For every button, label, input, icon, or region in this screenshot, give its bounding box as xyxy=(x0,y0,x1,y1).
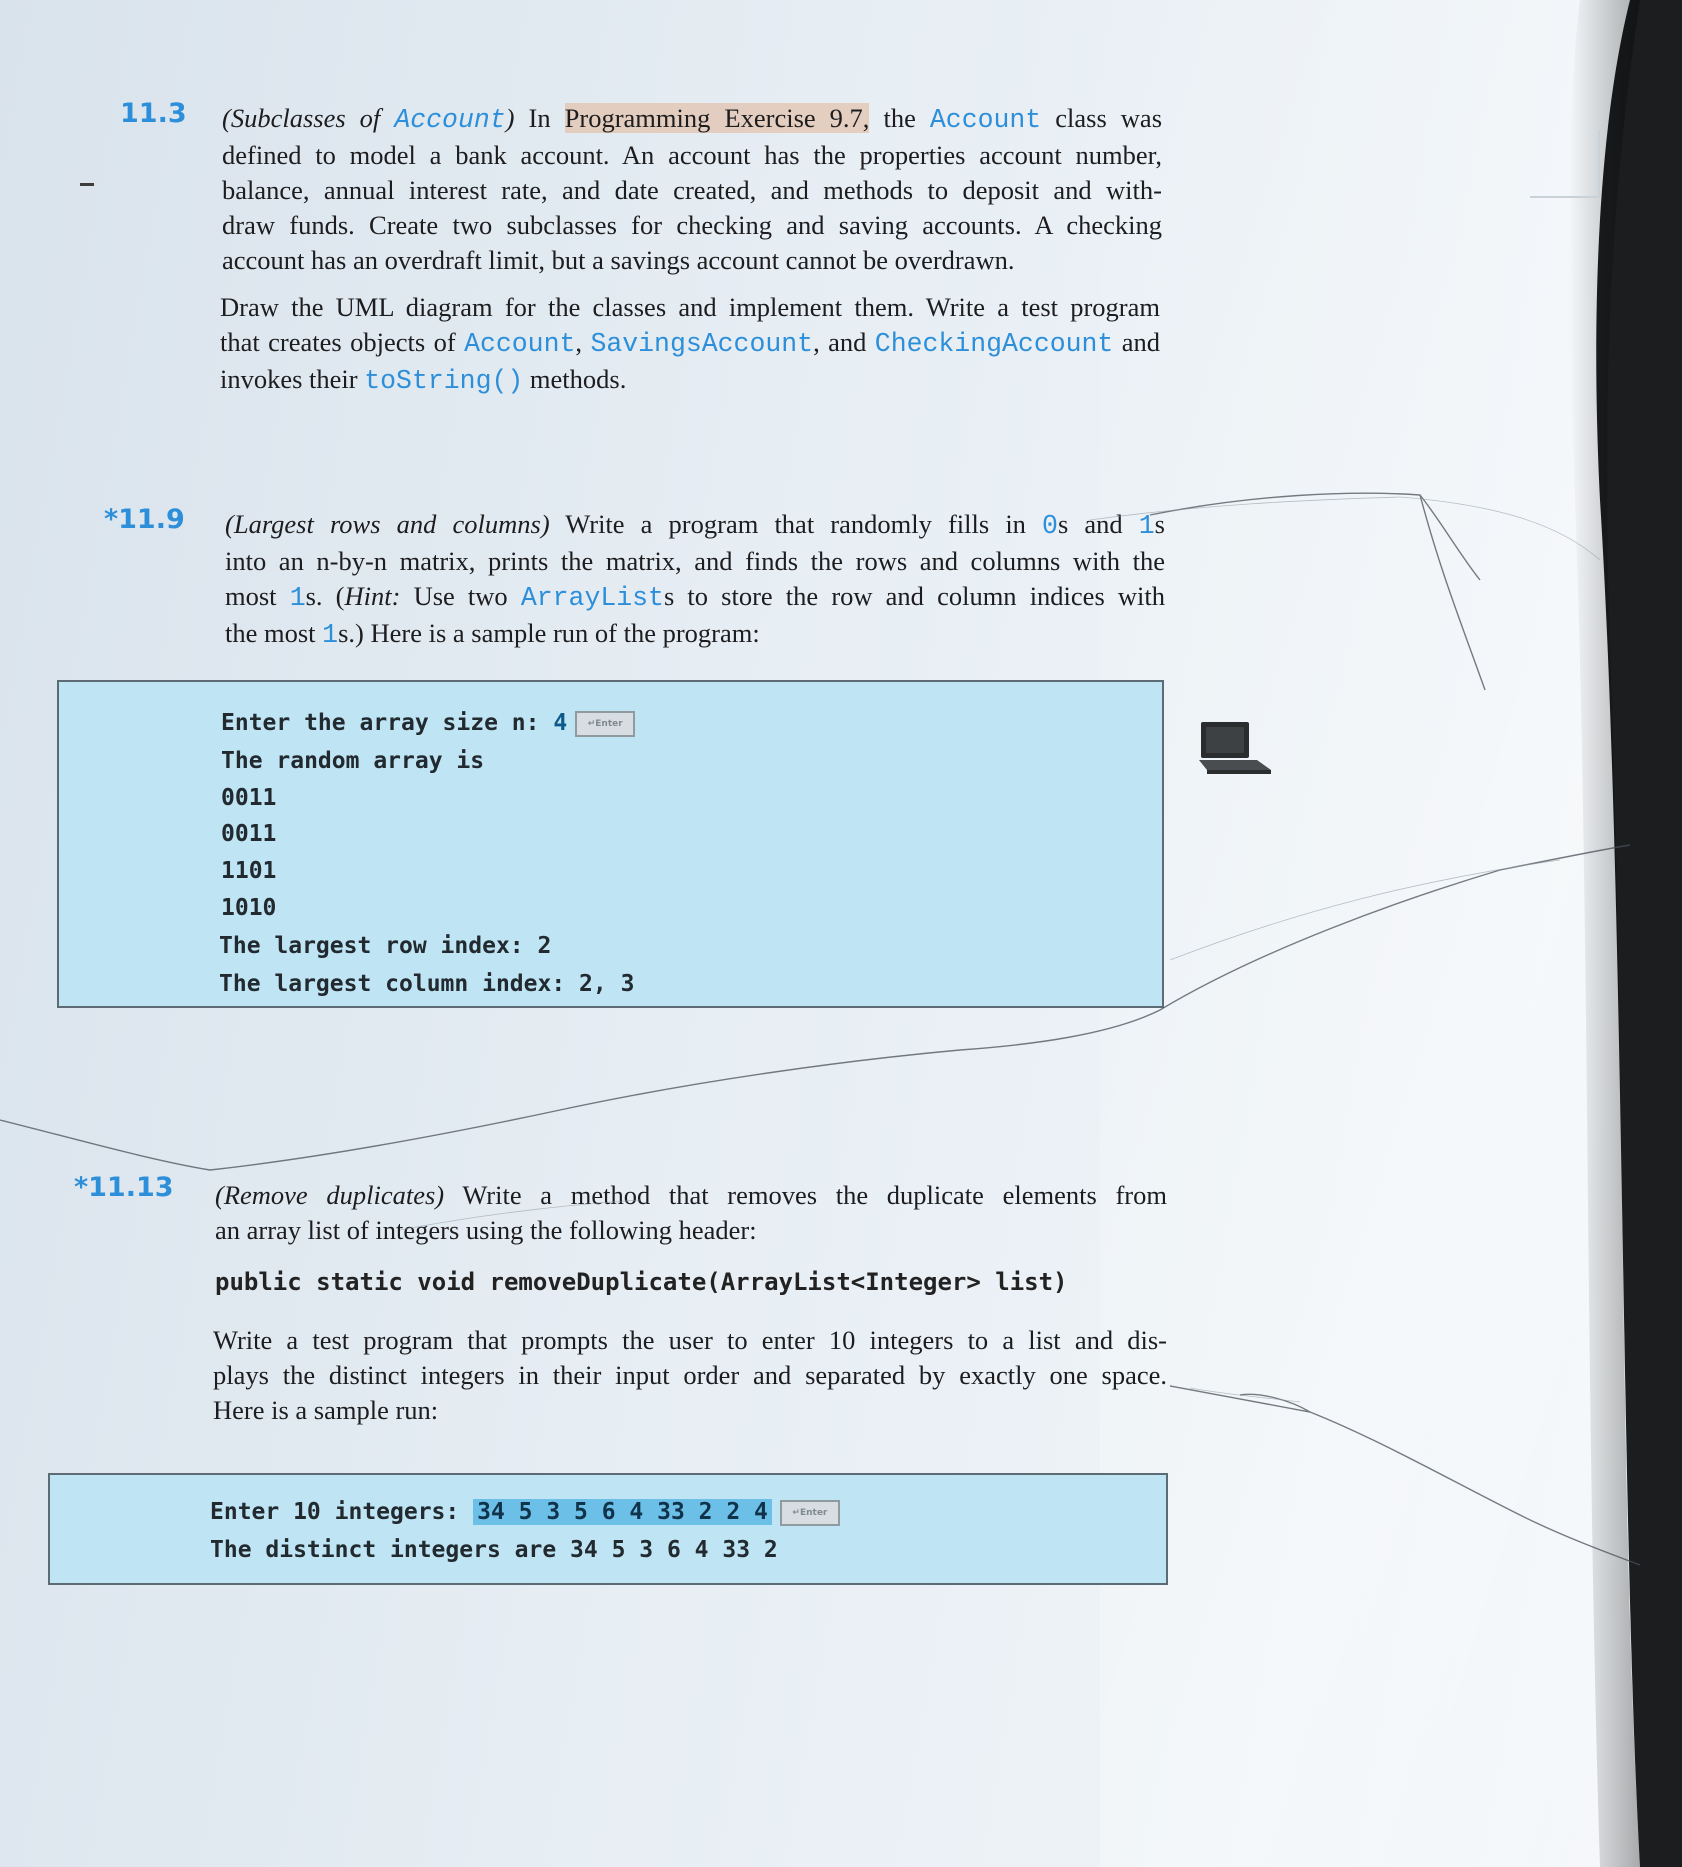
enter-key-icon: ↵Enter xyxy=(575,711,635,737)
exercise-number-11-9: *11.9 xyxy=(104,504,185,535)
text-line: an array list of integers using the following header: xyxy=(215,1215,757,1245)
text-line: defined to model a bank account. An account has the properties account number, xyxy=(222,140,1162,170)
text-line: (Remove duplicates) Write a method that removes the duplicate elements from xyxy=(215,1180,1167,1210)
exercise-title: (Largest rows and columns) xyxy=(225,509,550,539)
matrix-row: 1101 xyxy=(221,858,277,884)
text-line: balance, annual interest rate, and date created, and methods to deposit and with- xyxy=(222,175,1162,205)
text-line: that creates objects of Account, SavingsAccount, and CheckingAccount and xyxy=(220,327,1161,359)
text-line: Here is a sample run: xyxy=(213,1395,439,1425)
text-line: into an n-by-n matrix, prints the matrix, and finds the rows and columns with the xyxy=(225,546,1165,576)
exercise-11-3-paragraph-2 xyxy=(220,290,1160,399)
matrix-row: 0011 xyxy=(221,785,277,811)
exercise-number-11-13: *11.13 xyxy=(74,1172,174,1203)
exercise-11-13-paragraph-1 xyxy=(215,1178,1167,1248)
output-line: The largest row index: 2 xyxy=(219,933,552,959)
text-line: (Subclasses of Account) In Programming Exercise 9.7, the Account class was xyxy=(222,103,1163,135)
sample-run-box-11-9 xyxy=(57,680,1164,1008)
text-line: most 1s. (Hint: Use two ArrayLists to store the row and column indices with xyxy=(225,581,1166,613)
laptop-icon xyxy=(1197,718,1273,776)
enter-key-icon: ↵Enter xyxy=(780,1500,840,1526)
text-line: (Largest rows and columns) Write a program that randomly fills in 0s and 1s xyxy=(225,509,1165,541)
exercise-11-13-paragraph-2 xyxy=(213,1323,1167,1428)
cross-reference-link: Programming Exercise 9.7, xyxy=(564,103,870,133)
method-header-code: public static void removeDuplicate(ArrayList<Integer> list) xyxy=(215,1268,1068,1296)
output-line: The largest column index: 2, 3 xyxy=(219,971,635,997)
prompt-line: Enter the array size n: 4 ↵Enter xyxy=(221,710,635,737)
matrix-row: 0011 xyxy=(221,821,277,847)
exercise-title: (Subclasses of Account) xyxy=(222,103,515,135)
exercise-11-9-paragraph xyxy=(225,507,1165,653)
text-line: Write a test program that prompts the user to enter 10 integers to a list and dis- xyxy=(213,1325,1167,1355)
text-line: account has an overdraft limit, but a savings account cannot be overdrawn. xyxy=(222,245,1015,275)
page-corner-mark xyxy=(1530,130,1600,198)
text-line: the most 1s.) Here is a sample run of the program: xyxy=(225,618,760,650)
exercise-11-3-paragraph-1 xyxy=(222,101,1162,278)
text-line: plays the distinct integers in their input order and separated by exactly one space. xyxy=(213,1360,1167,1390)
prompt-line: Enter 10 integers: 34 5 3 5 6 4 33 2 2 4 ↵Enter xyxy=(210,1499,840,1526)
exercise-number-11-3: 11.3 xyxy=(120,98,187,129)
text-line: Draw the UML diagram for the classes and implement them. Write a test program xyxy=(220,292,1160,322)
matrix-row: 1010 xyxy=(221,895,277,921)
output-line: The random array is xyxy=(221,748,485,774)
output-line: The distinct integers are 34 5 3 6 4 33 2 xyxy=(210,1537,778,1563)
exercise-title: (Remove duplicates) xyxy=(215,1180,445,1210)
user-input: 4 xyxy=(553,710,568,736)
user-input: 34 5 3 5 6 4 33 2 2 4 xyxy=(473,1499,772,1525)
text-line: draw funds. Create two subclasses for checking and saving accounts. A checking xyxy=(222,210,1162,240)
margin-dash xyxy=(80,183,94,186)
sample-run-box-11-13 xyxy=(48,1473,1168,1585)
text-line: invokes their toString() methods. xyxy=(220,364,627,396)
